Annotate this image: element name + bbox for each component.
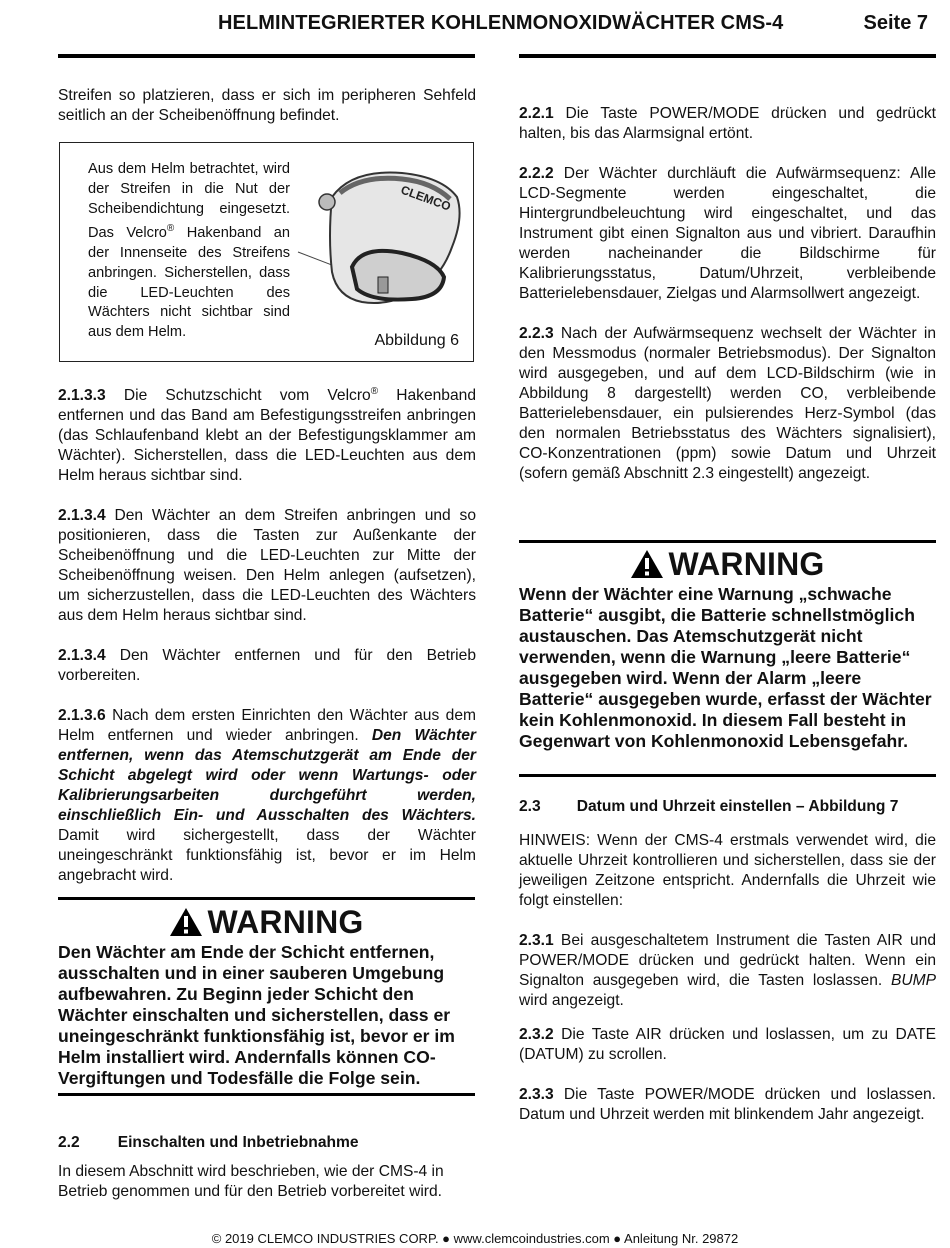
right-top: [519, 104, 936, 484]
paragraph-2-2-2: 2.2.2 Der Wächter durchläuft die Aufwärmsequenz: Alle LCD-Segmente werden eingeschaltet, die Hintergrundbeleuchtung wird eingeschaltet, und das Instrument gibt einen Signalton aus und vibriert. Daraufhin werden nacheinander die Bildschirme für Kalibrierungsstatus, Datum/Uhrzeit, verbleibende Batterielebensdauer, Zielgas und Alarmsollwert angezeigt.: [519, 165, 936, 302]
page-header: [0, 0, 950, 40]
left-body: [58, 382, 476, 886]
left-warning-label: WARNING: [207, 903, 364, 940]
section-2-3-heading: 2.3 Datum und Uhrzeit einstellen – Abbildung 7: [519, 798, 899, 815]
figure-6-box: [59, 142, 474, 362]
paragraph-2-3-3: 2.3.3 Die Taste POWER/MODE drücken und loslassen. Datum und Uhrzeit werden mit blinkendem Jahr angezeigt.: [519, 1086, 936, 1123]
paragraph-2-1-3-6: 2.1.3.6 Nach dem ersten Einrichten den Wächter aus dem Helm entfernen und wieder anbringen. Den Wächter entfernen, wenn das Atemschutzgerät am Ende der Schicht abgelegt wird oder wenn Wartungs- oder Kalibrierungsarbeiten durchgeführt werden, einschließlich Ein- und Ausschalten des Wächters. Damit wird sichergestellt, dass der Wächter uneingeschränkt funktionsfähig ist, bevor er im Helm angebracht wird.: [58, 707, 476, 885]
left-warning-header: [58, 902, 475, 942]
paragraph-2-1-3-4-b: 2.1.3.4 Den Wächter entfernen und für den Betrieb vorbereiten.: [58, 647, 476, 685]
right-warning-body: Wenn der Wächter eine Warnung „schwache Batterie“ ausgibt, die Batterie schnellstmöglich austauschen. Das Atemschutzgerät nicht verwenden, wenn die Warnung „leere Batterie“ ausgegeben wird. Wenn der Alarm „leere Batterie“ ausgegeben wurde, erfasst der Wächter kein Kohlenmonoxid. In diesem Fall besteht in Gegenwart von Kohlenmonoxid Lebensgefahr.: [519, 584, 932, 751]
paragraph-2-1-3-4-a: 2.1.3.4 Den Wächter an dem Streifen anbringen und so positionieren, dass die Tasten zur Außenkante der Scheibenöffnung und die LED-Leuchten zur Mitte der Scheibenöffnung weisen. Den Helm anlegen (aufsetzen), um sicherzustellen, dass die LED-Leuchten des Wächters aus dem Helm heraus sichtbar sind.: [58, 507, 476, 625]
section-2-2-heading: 2.2 Einschalten und Inbetriebnahme: [58, 1134, 359, 1151]
right-warning-header: [519, 544, 936, 584]
right-warning-label: WARNING: [668, 545, 825, 582]
header-rule-left: [58, 54, 475, 58]
left-warning-body: Den Wächter am Ende der Schicht entfernen, ausschalten und in einer sauberen Umgebung aufbewahren. Zu Beginn jeder Schicht den Wächter einschalten und sicherstellen, dass er uneingeschränkt funktionsfähig ist, bevor er im Helm installiert wird. Andernfalls können CO-Vergiftungen und Todesfälle die Folge sein.: [58, 942, 455, 1088]
monitor-logo: CLEMCO: [398, 182, 453, 214]
right-warning-rule-bottom: [519, 774, 936, 777]
header-rule-right: [519, 54, 936, 58]
figure-6-text: Aus dem Helm betrachtet, wird der Streifen in die Nut der Scheibendichtung eingesetzt. Das Velcro® Hakenband an der Innenseite des Streifens anbringen. Sicherstellen, dass die LED-Leuchten des Wächters nicht sichtbar sind aus dem Helm.: [88, 161, 290, 341]
paragraph-2-2-1: 2.2.1 Die Taste POWER/MODE drücken und gedrückt halten, bis das Alarmsignal ertönt.: [519, 105, 936, 142]
left-intro: [58, 86, 476, 126]
left-warning-rule-top: [58, 897, 475, 900]
left-warning: [58, 902, 475, 1089]
document-title: HELMINTEGRIERTER KOHLENMONOXIDWÄCHTER CMS-4: [218, 12, 784, 34]
monitor-illustration: [292, 157, 467, 317]
page-number: Seite 7: [863, 12, 928, 34]
paragraph-2-1-3-3: 2.1.3.3 Die Schutzschicht vom Velcro® Hakenband entfernen und das Band am Befestigungsstreifen anbringen (das Schlaufenband klebt an der Befestigungsklammer am Wächter). Sicherstellen, dass die LED-Leuchten aus dem Helm heraus sichtbar sind.: [58, 386, 476, 485]
page-footer: © 2019 CLEMCO INDUSTRIES CORP. ● www.clemcoindustries.com ● Anleitung Nr. 29872: [211, 1231, 739, 1246]
warning-triangle-icon: [169, 907, 203, 937]
section-2-2: [58, 1133, 476, 1202]
paragraph-2-3-2: 2.3.2 Die Taste AIR drücken und loslassen, um zu DATE (DATUM) zu scrollen.: [519, 1026, 936, 1063]
warning-triangle-icon: [630, 549, 664, 579]
intro-paragraph: Streifen so platzieren, dass er sich im peripheren Sehfeld seitlich an der Scheibenöffnung befindet.: [58, 87, 476, 124]
right-warning-rule-top: [519, 540, 936, 543]
section-2-2-text: In diesem Abschnitt wird beschrieben, wie der CMS-4 in Betrieb genommen und für den Betrieb vorbereitet wird.: [58, 1163, 444, 1200]
paragraph-2-2-3: 2.2.3 Nach der Aufwärmsequenz wechselt der Wächter in den Messmodus (normaler Betriebsmodus). Der Signalton wird ausgegeben, und auf dem LCD-Bildschirm (wie in Abbildung 8 dargestellt) werden CO, verbleibende Batterielebensdauer, ein pulsierendes Herz-Symbol (das den normalen Betriebsstatus des Wächters signalisiert), CO-Konzentrationen (ppm) sowie Datum und Uhrzeit (sofern gemäß Abschnitt 2.3 eingestellt) angezeigt.: [519, 325, 936, 482]
left-warning-rule-bottom: [58, 1093, 475, 1096]
paragraph-2-3-1: 2.3.1 Bei ausgeschaltetem Instrument die Tasten AIR und POWER/MODE drücken und gedrückt halten. Wenn ein Signalton ausgegeben wird, die Tasten loslassen. BUMP wird angezeigt.: [519, 932, 936, 1009]
figure-6-caption: Abbildung 6: [374, 332, 459, 349]
section-2-3: [519, 797, 936, 1125]
hinweis-paragraph: HINWEIS: Wenn der CMS-4 erstmals verwendet wird, die aktuelle Uhrzeit kontrollieren und sicherstellen, dass sie der jeweiligen Zeitzone entspricht. Andernfalls die Uhrzeit wie folgt einstellen:: [519, 832, 936, 909]
right-warning: [519, 544, 936, 752]
